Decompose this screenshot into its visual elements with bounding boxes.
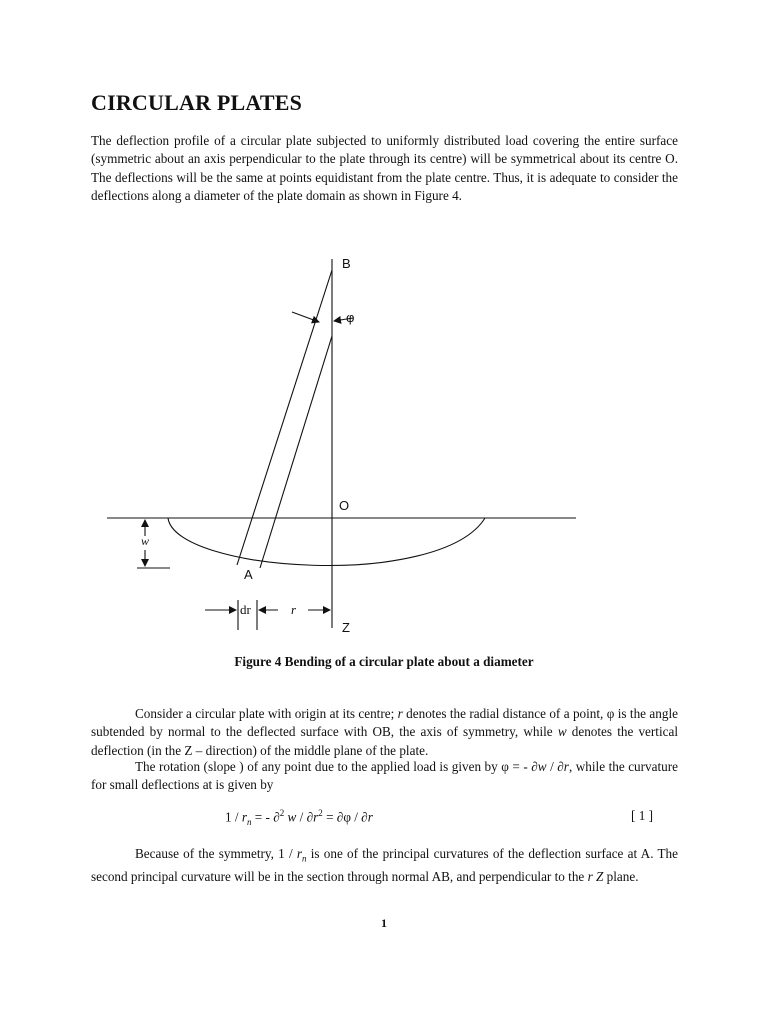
paragraph-rotation [91,758,678,795]
symbol-w: w [537,759,547,774]
symbol-r: r [313,809,319,825]
symbol-r: r [296,846,302,861]
symbol-rz: r Z [587,868,604,884]
figure-caption: Figure 4 Bending of a circular plate about a diameter [234,654,534,669]
paragraph-symmetry [91,845,678,886]
symbol-w: w [557,724,567,740]
label-b: B [342,256,351,271]
equation-expression [225,808,373,827]
text-run: Because of the symmetry, 1 / [135,846,297,861]
label-dr: dr [240,602,251,617]
symbol-r: r [397,706,403,721]
equation-number: [ 1 ] [631,808,653,823]
symbol-r: r [367,809,373,825]
text-run: = - ∂ [251,809,280,825]
symbol-r: r [563,759,569,774]
page-title: CIRCULAR PLATES [91,90,303,115]
equation-1 [91,807,678,829]
text-run: The rotation (slope ) of any point due to the applied load is given by φ = - ∂ [135,759,538,774]
normal-line-2 [260,336,332,568]
text-run: Consider a circular plate with origin at its centre; [135,706,398,721]
symbol-w: w [287,809,297,825]
label-o: O [339,498,350,513]
label-r: r [291,602,297,617]
text-run: denotes the vertical deflection (in the Z – direction) of the middle plane of the plate. [91,724,679,758]
text-run: = ∂φ / ∂ [322,809,368,825]
normal-line-ab [237,270,332,565]
text-run: , while the curvature for small deflections at is given by [91,759,678,793]
page-number: 1 [381,916,387,930]
label-a: A [244,567,253,582]
text-run: / ∂ [296,809,314,825]
symbol-r: r [241,809,247,825]
text-run: / ∂ [546,759,564,774]
text-run: denotes the radial distance of a point, φ is the angle subtended by normal to the deflected surface with OB, the axis of symmetry, while [91,706,678,740]
text-run: 1 / [225,809,242,825]
label-w: w [141,534,150,548]
deflected-surface-curve [168,518,485,565]
label-phi: φ [346,310,355,325]
subscript-n: n [247,817,252,828]
superscript-2: 2 [318,808,323,818]
label-z: Z [342,620,350,635]
text-run: is one of the principal curvatures of the deflection surface at A. The second principal curvature will be in the section through normal AB, and perpendicular to the [91,846,678,884]
subscript-n: n [302,853,307,864]
phi-arrow-left [292,312,319,322]
text-run: plane. [603,868,639,884]
superscript-2: 2 [279,808,285,818]
intro-paragraph: The deflection profile of a circular plate subjected to uniformly distributed load covering the entire surface (symmetric about an axis perpendicular to the plate through its centre) will be symmetrical about its centre O. The deflections will be the same at points equidistant from the plate centre. Thus, it is adequate to consider the deflections along a diameter of the plate domain as shown in Figure 4. [91,133,678,203]
paragraph-origin [91,705,678,760]
